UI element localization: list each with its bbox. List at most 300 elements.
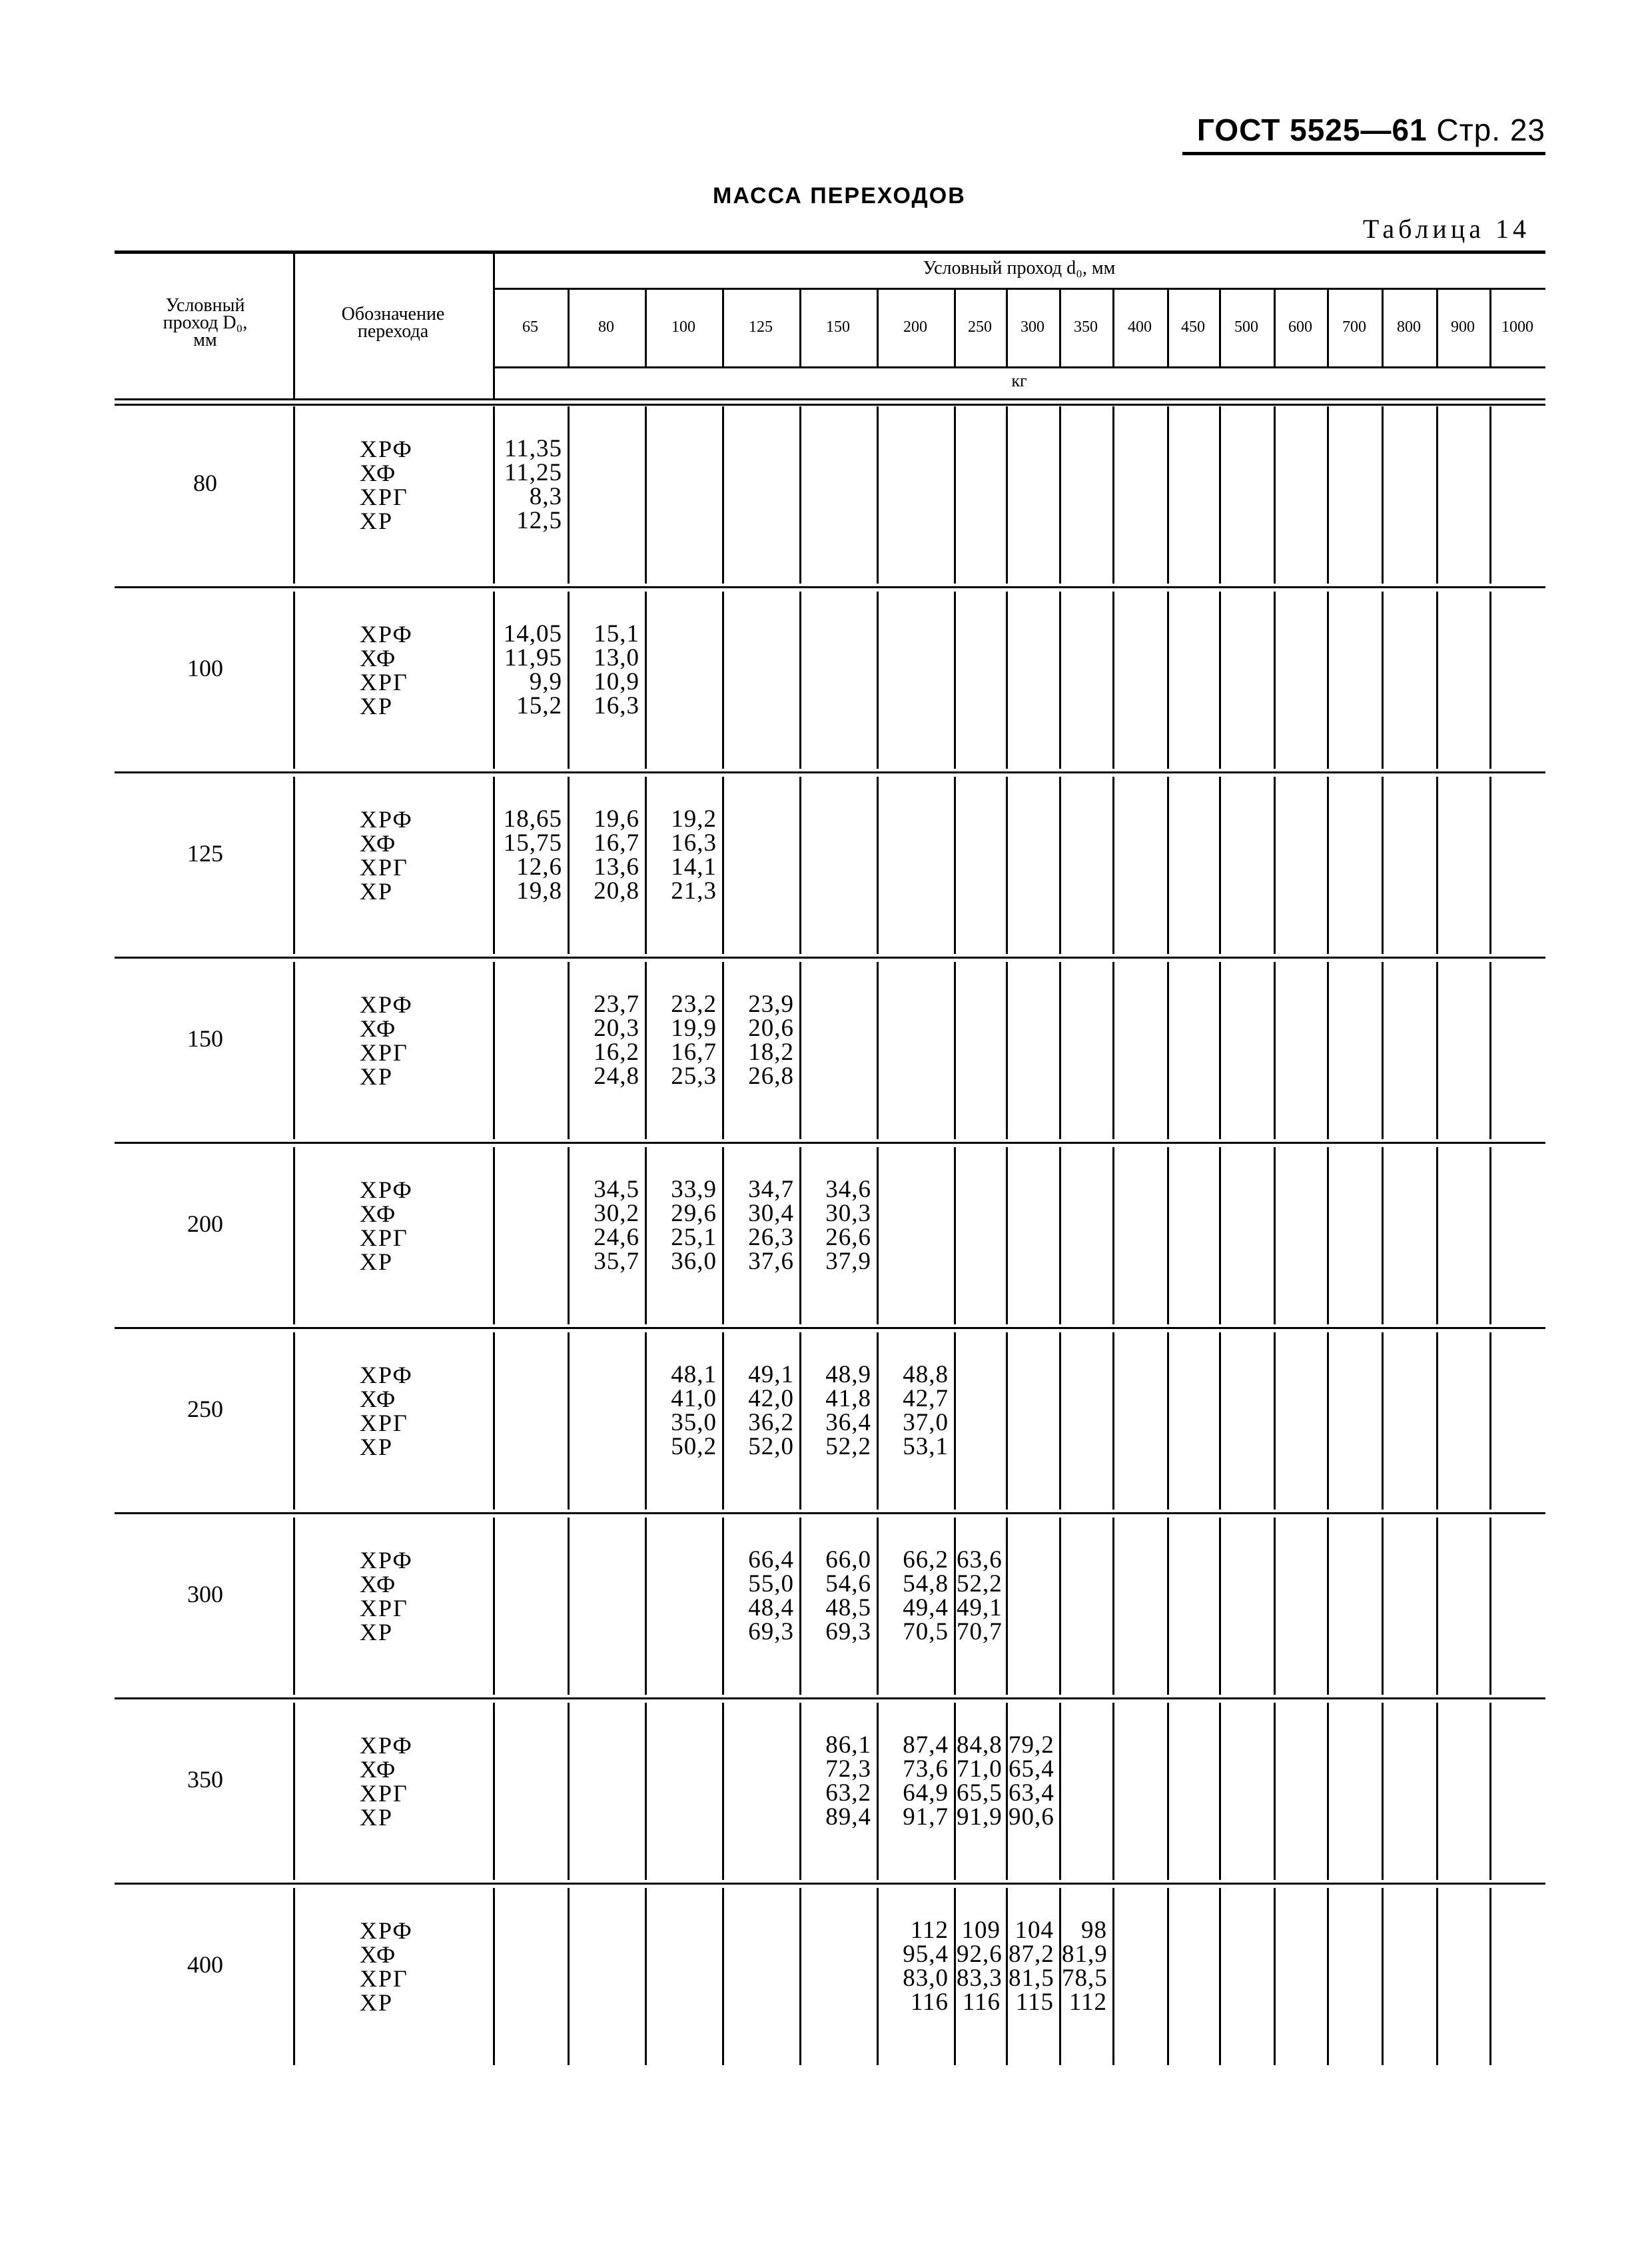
mass-value: 23,2 — [671, 991, 717, 1018]
designation-label: ХФ — [360, 1015, 397, 1042]
col-header-designation-line2: перехода — [357, 321, 429, 342]
row-vline-col — [568, 1332, 570, 1510]
row-vline-col — [722, 406, 724, 584]
row-vline-col — [1059, 1703, 1061, 1880]
mass-value: 34,7 — [748, 1176, 794, 1203]
row-vline-col — [1489, 962, 1491, 1139]
mass-value: 54,8 — [903, 1570, 949, 1597]
mass-value: 16,7 — [594, 829, 639, 857]
row-vline-col — [1167, 777, 1169, 954]
mass-value: 16,2 — [594, 1039, 639, 1066]
unit-header: кг — [1011, 371, 1027, 390]
mass-value: 66,4 — [748, 1546, 794, 1573]
mass-value: 42,7 — [903, 1385, 949, 1412]
mass-value: 37,9 — [825, 1248, 871, 1275]
mass-cell-300-250 — [957, 1548, 1001, 1644]
row-vline-col — [1436, 777, 1438, 954]
row-vline-col — [1006, 1888, 1008, 2065]
mass-value: 20,8 — [594, 877, 639, 905]
col-header-d0-400: 400 — [1128, 318, 1152, 336]
row-vline-col — [1112, 1332, 1114, 1510]
row-vline-col — [954, 406, 956, 584]
mass-value: 64,9 — [903, 1779, 949, 1807]
row-vline-col — [1059, 1518, 1061, 1695]
unit-rule — [493, 366, 1545, 368]
designation-label: ХР — [360, 1989, 394, 2016]
row-vline-col — [1112, 592, 1114, 769]
mass-value: 90,6 — [1009, 1803, 1054, 1831]
row-vline-col — [1436, 962, 1438, 1139]
row-vline-col — [799, 1332, 801, 1510]
designation-label: ХФ — [360, 1756, 397, 1783]
row-D0-label: 300 — [187, 1581, 223, 1607]
mass-value: 65,4 — [1009, 1755, 1054, 1783]
mass-value: 109 — [961, 1917, 1001, 1944]
row-vline-col — [645, 592, 647, 769]
mass-cell-250-150 — [802, 1363, 871, 1459]
row-designations — [360, 437, 453, 533]
designation-label: ХФ — [360, 460, 397, 486]
row-vline-col — [568, 406, 570, 584]
row-vline-col — [568, 1888, 570, 2065]
mass-value: 70,7 — [957, 1618, 1003, 1645]
row-vline-col — [1327, 1147, 1329, 1324]
row-D0-label: 100 — [187, 655, 223, 681]
mass-value: 30,2 — [594, 1200, 639, 1227]
col-header-d0-250: 250 — [968, 318, 992, 336]
row-vline-col — [1382, 1332, 1384, 1510]
designation-label: ХРГ — [360, 484, 408, 510]
mass-value: 14,05 — [503, 620, 562, 648]
row-vline-col — [722, 1332, 724, 1510]
row-vline-col — [1327, 1703, 1329, 1880]
row-vline-col — [1274, 777, 1276, 954]
row-vline-col — [645, 1147, 647, 1324]
mass-value: 35,7 — [594, 1248, 639, 1275]
mass-value: 15,1 — [594, 620, 639, 648]
running-header — [1182, 112, 1545, 155]
row-vline-col — [1436, 592, 1438, 769]
mass-value: 8,3 — [529, 483, 562, 510]
mass-value: 84,8 — [957, 1731, 1003, 1759]
row-vline-col — [1489, 1147, 1491, 1324]
mass-cell-125-65 — [496, 807, 562, 903]
designation-label: ХРФ — [360, 436, 413, 462]
mass-value: 16,3 — [671, 829, 717, 857]
col-header-d0-700: 700 — [1342, 318, 1366, 336]
row-vline-col — [1006, 962, 1008, 1139]
mass-cell-400-250 — [957, 1919, 1001, 2015]
designation-label: ХРФ — [360, 1547, 413, 1573]
col-header-D0-line2: проход D₀, — [163, 312, 248, 333]
row-vline-col — [722, 1518, 724, 1695]
mass-value: 42,0 — [748, 1385, 794, 1412]
designation-label: ХР — [360, 1248, 394, 1275]
row-vline-col — [954, 1147, 956, 1324]
mass-value: 98 — [1081, 1917, 1107, 1944]
mass-value: 112 — [1068, 1989, 1107, 2016]
row-vline-col — [877, 1518, 879, 1695]
mass-value: 37,6 — [748, 1248, 794, 1275]
mass-value: 83,3 — [957, 1965, 1003, 1992]
mass-value: 19,6 — [594, 805, 639, 833]
mass-value: 115 — [1015, 1989, 1054, 2016]
mass-value: 81,5 — [1009, 1965, 1054, 1992]
mass-cell-125-100 — [647, 807, 717, 903]
designation-label: ХРФ — [360, 806, 413, 833]
row-vline-col — [1382, 1703, 1384, 1880]
mass-value: 15,2 — [516, 692, 562, 719]
row-vline-col — [1436, 1147, 1438, 1324]
row-vline-col — [1112, 1518, 1114, 1695]
row-designations — [360, 807, 453, 903]
designation-label: ХРГ — [360, 1965, 408, 1992]
mass-value: 116 — [962, 1989, 1001, 2016]
row-vline-col — [1167, 1888, 1169, 2065]
mass-value: 63,4 — [1009, 1779, 1054, 1807]
designation-label: ХФ — [360, 1571, 397, 1597]
row-vline-col — [1489, 1518, 1491, 1695]
mass-value: 50,2 — [671, 1433, 717, 1460]
mass-value: 26,3 — [748, 1224, 794, 1251]
row-vline-col — [1382, 962, 1384, 1139]
mass-value: 116 — [910, 1989, 949, 2016]
row-vline-col — [1059, 962, 1061, 1139]
row-vline-col — [1167, 1518, 1169, 1695]
designation-label: ХР — [360, 878, 394, 905]
row-D0-label: 80 — [193, 470, 217, 496]
row-D0-label: 200 — [187, 1210, 223, 1237]
mass-value: 25,3 — [671, 1063, 717, 1090]
row-vline-col — [877, 1703, 879, 1880]
col-header-D0-line3: мм — [193, 330, 217, 350]
mass-value: 13,0 — [594, 644, 639, 672]
mass-value: 91,9 — [957, 1803, 1003, 1831]
mass-value: 53,1 — [903, 1433, 949, 1460]
mass-value: 16,7 — [671, 1039, 717, 1066]
mass-cell-250-100 — [647, 1363, 717, 1459]
row-vline-col — [722, 962, 724, 1139]
mass-value: 14,1 — [671, 853, 717, 881]
row-vline-col — [1436, 406, 1438, 584]
row-D0-label: 350 — [187, 1766, 223, 1793]
mass-value: 49,4 — [903, 1594, 949, 1621]
row-vline-col — [1274, 1332, 1276, 1510]
row-separator — [115, 771, 1545, 773]
mass-value: 48,8 — [903, 1361, 949, 1388]
mass-cell-300-200 — [879, 1548, 949, 1644]
row-designations — [360, 1363, 453, 1459]
row-vline-col — [1219, 1888, 1221, 2065]
mass-value: 49,1 — [957, 1594, 1003, 1621]
mass-cell-80-65 — [496, 437, 562, 533]
mass-cell-350-250 — [957, 1733, 1001, 1829]
span-header: Условный проход d₀, мм — [923, 258, 1116, 278]
row-D0-label: 125 — [187, 840, 223, 867]
row-vline-col — [1489, 1888, 1491, 2065]
row-vline-col — [568, 1518, 570, 1695]
mass-cell-400-200 — [879, 1919, 949, 2015]
mass-value: 13,6 — [594, 853, 639, 881]
mass-value: 18,2 — [748, 1039, 794, 1066]
row-vline-col — [1489, 1332, 1491, 1510]
mass-value: 23,9 — [748, 991, 794, 1018]
row-vline-col — [1219, 777, 1221, 954]
row-vline-col — [1112, 1888, 1114, 2065]
mass-value: 11,35 — [504, 435, 562, 462]
row-vline-col — [1274, 962, 1276, 1139]
row-vline-col — [1219, 1703, 1221, 1880]
row-vline-col — [877, 1888, 879, 2065]
row-vline-col — [1112, 777, 1114, 954]
row-vline-col — [1167, 406, 1169, 584]
row-vline-col — [799, 592, 801, 769]
mass-value: 48,9 — [825, 1361, 871, 1388]
row-vline-col — [954, 962, 956, 1139]
mass-value: 24,6 — [594, 1224, 639, 1251]
mass-value: 33,9 — [671, 1176, 717, 1203]
mass-cell-250-125 — [725, 1363, 794, 1459]
mass-value: 41,0 — [671, 1385, 717, 1412]
row-vline-col — [645, 1703, 647, 1880]
row-vline-col — [645, 1888, 647, 2065]
row-vline-col — [877, 592, 879, 769]
designation-label: ХРГ — [360, 1039, 408, 1066]
header-bottom-rule-2 — [115, 404, 1545, 406]
mass-value: 12,5 — [516, 507, 562, 534]
row-vline-col — [1327, 1518, 1329, 1695]
row-vline-col — [799, 1518, 801, 1695]
row-designations — [360, 1733, 453, 1829]
mass-value: 63,6 — [957, 1546, 1003, 1573]
standard-number: ГОСТ 5525—61 — [1196, 113, 1428, 147]
mass-value: 73,6 — [903, 1755, 949, 1783]
row-vline-col — [1489, 1703, 1491, 1880]
mass-value: 34,5 — [594, 1176, 639, 1203]
row-vline-col — [1167, 1147, 1169, 1324]
row-vline-col — [954, 1332, 956, 1510]
col-header-d0-900: 900 — [1451, 318, 1475, 336]
row-vline-col — [1382, 1147, 1384, 1324]
mass-value: 66,2 — [903, 1546, 949, 1573]
mass-value: 65,5 — [957, 1779, 1003, 1807]
mass-cell-150-80 — [570, 993, 639, 1089]
mass-value: 36,4 — [825, 1409, 871, 1436]
row-vline-col — [1382, 1518, 1384, 1695]
mass-value: 91,7 — [903, 1803, 949, 1831]
row-vline-col — [1327, 962, 1329, 1139]
row-vline-values — [493, 592, 495, 769]
mass-value: 104 — [1015, 1917, 1054, 1944]
designation-label: ХФ — [360, 1941, 397, 1968]
mass-value: 95,4 — [903, 1941, 949, 1968]
mass-value: 92,6 — [957, 1941, 1003, 1968]
row-vline-col — [1006, 406, 1008, 584]
row-vline-col — [799, 406, 801, 584]
row-vline-col — [1327, 1888, 1329, 2065]
col-header-designation — [293, 253, 493, 393]
row-separator — [115, 957, 1545, 959]
mass-cell-100-80 — [570, 622, 639, 718]
row-designations — [360, 1178, 453, 1274]
row-vline-col — [1112, 962, 1114, 1139]
mass-value: 19,9 — [671, 1015, 717, 1042]
mass-value: 10,9 — [594, 668, 639, 695]
row-vline-values — [493, 1147, 495, 1324]
mass-value: 83,0 — [903, 1965, 949, 1992]
mass-value: 87,2 — [1009, 1941, 1054, 1968]
row-designations — [360, 1548, 453, 1644]
row-vline-col — [645, 1518, 647, 1695]
row-vline-col — [1059, 1332, 1061, 1510]
col-header-D0-line1: Условный — [165, 295, 245, 316]
row-vline-col — [1006, 1703, 1008, 1880]
designation-label: ХРГ — [360, 854, 408, 881]
row-separator — [115, 1142, 1545, 1144]
row-vline-col — [799, 1703, 801, 1880]
mass-value: 21,3 — [671, 877, 717, 905]
row-vline-col — [1167, 592, 1169, 769]
designation-label: ХР — [360, 1063, 394, 1090]
mass-cell-200-100 — [647, 1178, 717, 1274]
designation-label: ХРФ — [360, 1732, 413, 1759]
row-vline-col — [722, 1703, 724, 1880]
row-vline-col — [1219, 406, 1221, 584]
row-vline-col — [1436, 1332, 1438, 1510]
mass-value: 26,8 — [748, 1063, 794, 1090]
mass-value: 11,25 — [504, 459, 562, 486]
row-vline-col — [1112, 406, 1114, 584]
row-vline-col — [954, 592, 956, 769]
mass-cell-300-150 — [802, 1548, 871, 1644]
row-vline-col — [1274, 592, 1276, 769]
row-separator — [115, 586, 1545, 588]
row-vline-col — [877, 777, 879, 954]
designation-label: ХР — [360, 1619, 394, 1645]
mass-cell-350-150 — [802, 1733, 871, 1829]
designation-label: ХР — [360, 508, 394, 534]
designation-label: ХРФ — [360, 1917, 413, 1944]
row-vline-col — [1436, 1703, 1438, 1880]
col-header-d0-100: 100 — [671, 318, 695, 336]
mass-value: 48,1 — [671, 1361, 717, 1388]
row-vline-col — [1382, 592, 1384, 769]
row-vline-col — [954, 777, 956, 954]
mass-value: 25,1 — [671, 1224, 717, 1251]
mass-value: 87,4 — [903, 1731, 949, 1759]
mass-value: 71,0 — [957, 1755, 1003, 1783]
col-header-d0-500: 500 — [1234, 318, 1258, 336]
row-separator — [115, 1883, 1545, 1885]
mass-value: 18,65 — [503, 805, 562, 833]
mass-value: 29,6 — [671, 1200, 717, 1227]
row-vline-col — [1059, 406, 1061, 584]
row-vline-col — [1436, 1888, 1438, 2065]
mass-value: 52,2 — [957, 1570, 1003, 1597]
mass-value: 86,1 — [825, 1731, 871, 1759]
row-vline-col — [1006, 1332, 1008, 1510]
designation-label: ХФ — [360, 645, 397, 672]
mass-value: 19,8 — [516, 877, 562, 905]
designation-label: ХР — [360, 1434, 394, 1460]
mass-value: 23,7 — [594, 991, 639, 1018]
row-D0-label: 250 — [187, 1396, 223, 1422]
row-vline-col — [1112, 1147, 1114, 1324]
mass-cell-200-150 — [802, 1178, 871, 1274]
row-vline-values — [493, 777, 495, 954]
mass-value: 26,6 — [825, 1224, 871, 1251]
mass-value: 36,0 — [671, 1248, 717, 1275]
row-vline-col — [1167, 1332, 1169, 1510]
table-title: МАССА ПЕРЕХОДОВ — [713, 183, 966, 209]
row-vline-col — [1219, 592, 1221, 769]
mass-value: 70,5 — [903, 1618, 949, 1645]
mass-value: 15,75 — [503, 829, 562, 857]
mass-value: 48,5 — [825, 1594, 871, 1621]
mass-cell-200-125 — [725, 1178, 794, 1274]
row-vline-col — [877, 1332, 879, 1510]
col-header-d0-600: 600 — [1288, 318, 1312, 336]
row-vline-col — [645, 406, 647, 584]
mass-value: 35,0 — [671, 1409, 717, 1436]
row-D0-label: 400 — [187, 1951, 223, 1978]
row-vline-col — [722, 1888, 724, 2065]
row-vline-col — [1274, 1888, 1276, 2065]
mass-value: 36,2 — [748, 1409, 794, 1436]
row-vline-values — [493, 1518, 495, 1695]
row-vline-col — [1436, 1518, 1438, 1695]
col-header-d0-200: 200 — [903, 318, 927, 336]
row-vline-col — [1274, 1703, 1276, 1880]
mass-cell-400-350 — [1062, 1919, 1107, 2015]
row-vline-col — [1167, 1703, 1169, 1880]
row-vline-col — [645, 777, 647, 954]
designation-label: ХФ — [360, 1386, 397, 1412]
page-number: Стр. 23 — [1436, 113, 1545, 147]
row-separator — [115, 1327, 1545, 1329]
mass-value: 52,0 — [748, 1433, 794, 1460]
mass-cell-150-100 — [647, 993, 717, 1089]
row-vline-col — [645, 1332, 647, 1510]
mass-cell-250-200 — [879, 1363, 949, 1459]
col-header-D0 — [115, 253, 296, 393]
col-header-d0-350: 350 — [1074, 318, 1098, 336]
row-vline-col — [954, 1888, 956, 2065]
mass-value: 55,0 — [748, 1570, 794, 1597]
designation-label: ХРФ — [360, 1176, 413, 1203]
mass-value: 20,6 — [748, 1015, 794, 1042]
mass-cell-350-200 — [879, 1733, 949, 1829]
row-vline-col — [954, 1703, 956, 1880]
designation-label: ХРФ — [360, 621, 413, 648]
row-vline-col — [1006, 777, 1008, 954]
mass-value: 9,9 — [529, 668, 562, 695]
row-vline-values — [493, 1332, 495, 1510]
designation-label: ХРГ — [360, 1595, 408, 1621]
header-bottom-rule-1 — [115, 398, 1545, 400]
row-vline-col — [1219, 1518, 1221, 1695]
row-vline-col — [1382, 1888, 1384, 2065]
row-vline-col — [1059, 1147, 1061, 1324]
row-vline-col — [877, 406, 879, 584]
mass-value: 52,2 — [825, 1433, 871, 1460]
mass-value: 41,8 — [825, 1385, 871, 1412]
mass-value: 49,1 — [748, 1361, 794, 1388]
designation-label: ХР — [360, 693, 394, 719]
row-vline-col — [1059, 1888, 1061, 2065]
row-vline-values — [493, 406, 495, 584]
row-D0-label: 150 — [187, 1025, 223, 1052]
